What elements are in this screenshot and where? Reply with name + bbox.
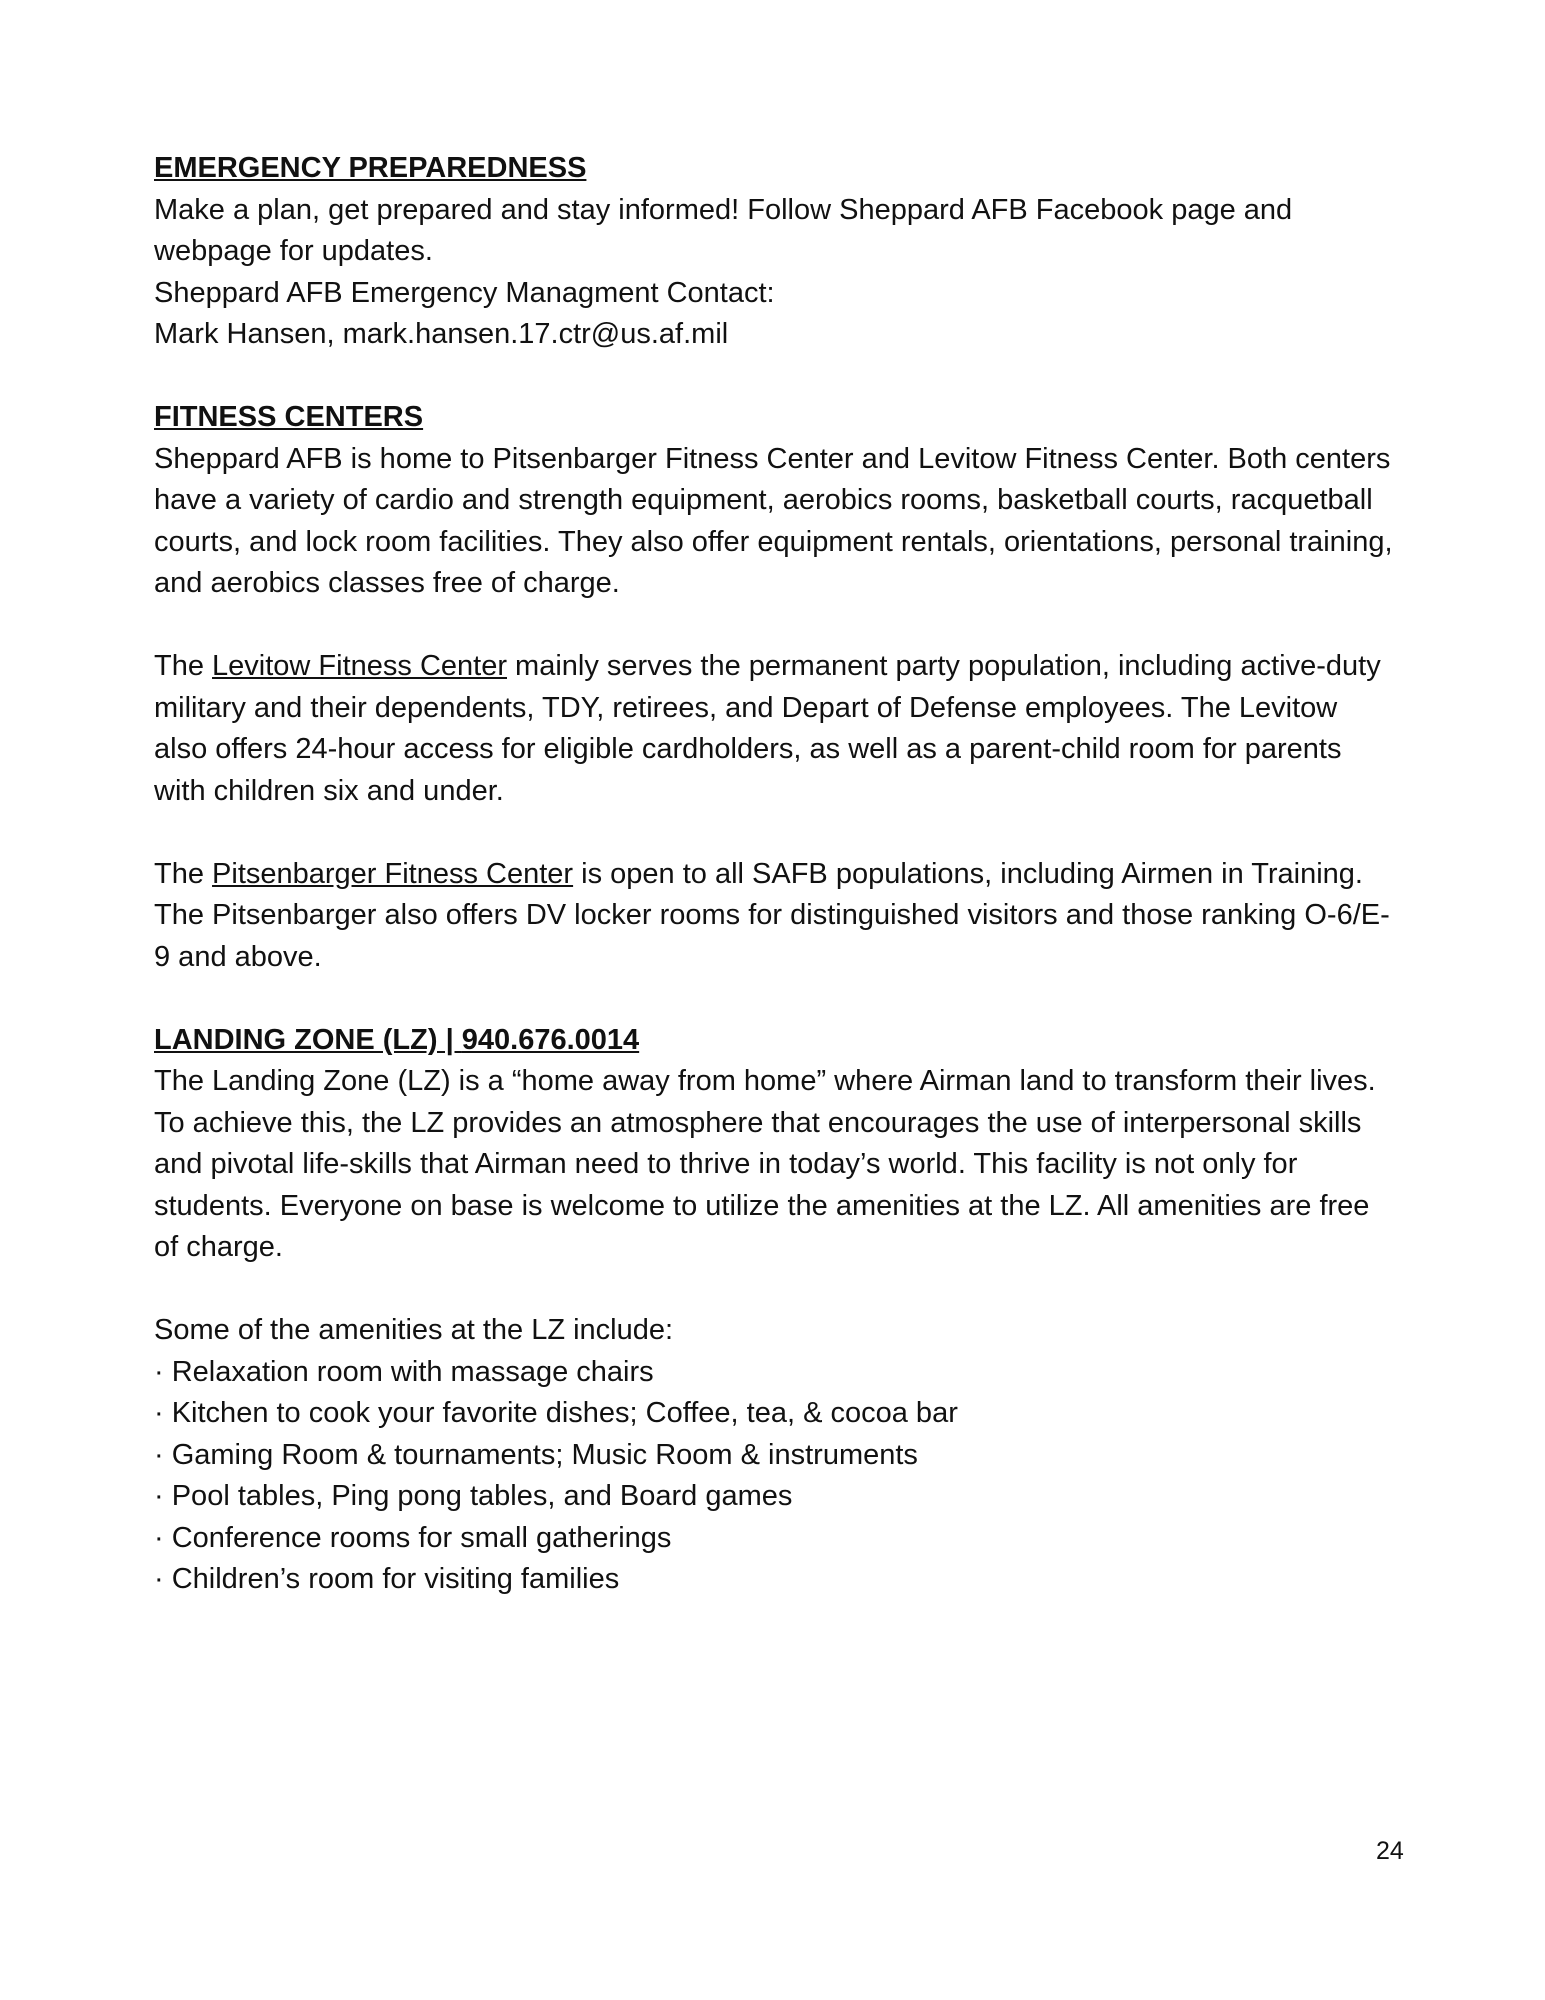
levitow-fitness-link[interactable]: Levitow Fitness Center bbox=[212, 650, 507, 682]
list-item: · Pool tables, Ping pong tables, and Board games bbox=[154, 1476, 1394, 1518]
landing-zone-section bbox=[154, 1020, 1394, 1601]
list-item: · Children’s room for visiting families bbox=[154, 1559, 1394, 1601]
levitow-prefix: The bbox=[154, 650, 213, 682]
amenities-intro: Some of the amenities at the LZ include: bbox=[154, 1314, 674, 1346]
page-number: 24 bbox=[1376, 1837, 1404, 1865]
fitness-intro: Sheppard AFB is home to Pitsenbarger Fitness Center and Levitow Fitness Center. Both centers have a variety of cardio and strength equipment, aerobics rooms, basketball courts, racquetball courts, and lock room facilities. They also offer equipment rentals, orientations, personal training, and aerobics classes free of charge. bbox=[154, 442, 1393, 599]
landing-zone-heading bbox=[154, 1020, 1394, 1062]
list-item: · Conference rooms for small gatherings bbox=[154, 1518, 1394, 1560]
levitow-text: mainly serves the permanent party population, including active-duty military and their dependents, TDY, retirees, and Depart of Defense employees. The Levitow also offers 24-hour access for eligible cardholders, as well as a parent-child room for parents with children six and under. bbox=[154, 650, 1381, 807]
pitsenbarger-prefix: The bbox=[154, 857, 213, 890]
emergency-text: Make a plan, get prepared and stay informed! Follow Sheppard AFB Facebook page and webpage for updates. bbox=[154, 193, 1293, 267]
pitsenbarger-fitness-link[interactable]: Pitsenbarger Fitness Center bbox=[212, 857, 574, 890]
fitness-section bbox=[154, 397, 1394, 978]
pitsenbarger-paragraph bbox=[154, 854, 1394, 979]
emergency-contact: Mark Hansen, mark.hansen.17.ctr@us.af.mil bbox=[154, 318, 729, 350]
landing-zone-phone: 940.676.0014 bbox=[461, 1023, 640, 1056]
amenities-list bbox=[154, 1352, 1394, 1601]
document-page bbox=[154, 148, 1394, 1642]
emergency-contact-label: Sheppard AFB Emergency Managment Contact: bbox=[154, 276, 775, 309]
levitow-paragraph bbox=[154, 646, 1394, 812]
list-item: · Gaming Room & tournaments; Music Room & instruments bbox=[154, 1435, 1394, 1477]
landing-zone-separator: | bbox=[437, 1023, 462, 1056]
fitness-heading: FITNESS CENTERS bbox=[154, 401, 424, 433]
landing-zone-title: LANDING ZONE (LZ) bbox=[154, 1023, 438, 1056]
emergency-section bbox=[154, 148, 1394, 356]
pitsenbarger-text: is open to all SAFB populations, including Airmen in Training. The Pitsenbarger also offers DV locker rooms for distinguished visitors and those ranking O-6/E-9 and above. bbox=[154, 857, 1390, 973]
list-item: · Kitchen to cook your favorite dishes; Coffee, tea, & cocoa bar bbox=[154, 1393, 1394, 1435]
list-item: · Relaxation room with massage chairs bbox=[154, 1352, 1394, 1394]
landing-zone-text: The Landing Zone (LZ) is a “home away from home” where Airman land to transform their lives. To achieve this, the LZ provides an atmosphere that encourages the use of interpersonal skills and pivotal life-skills that Airman need to thrive in today’s world. This facility is not only for students. Everyone on base is welcome to utilize the amenities at the LZ. All amenities are free of charge. bbox=[154, 1065, 1376, 1263]
emergency-heading: EMERGENCY PREPAREDNESS bbox=[154, 152, 587, 184]
